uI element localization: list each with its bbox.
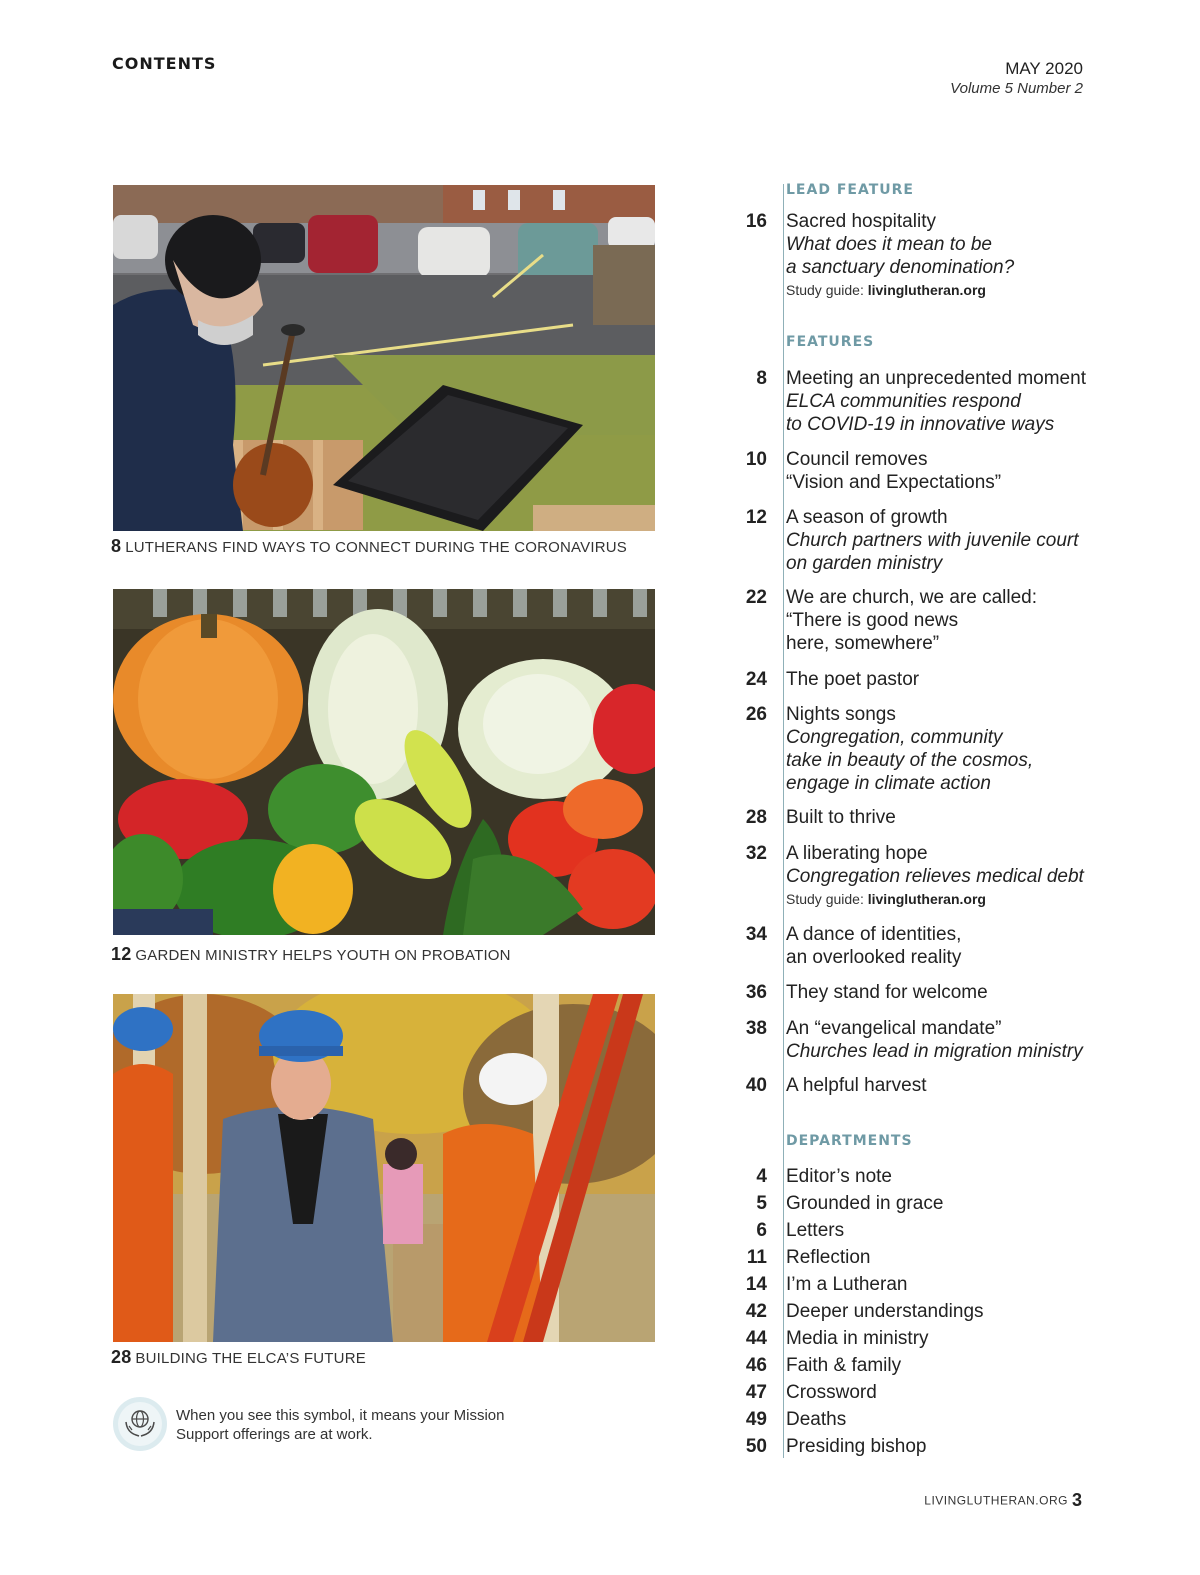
table-of-contents xyxy=(720,180,1100,1460)
toc-title: Meeting an unprecedented moment xyxy=(786,368,1086,389)
toc-title: Crossword xyxy=(786,1382,877,1403)
page-title: CONTENTS xyxy=(112,54,217,73)
toc-page-number: 11 xyxy=(746,1247,767,1268)
toc-title: The poet pastor xyxy=(786,669,920,690)
toc-page-number: 22 xyxy=(745,587,767,608)
toc-title: Sacred hospitality xyxy=(786,211,936,232)
caption-text: LUTHERANS FIND WAYS TO CONNECT DURING THE CORONAVIRUS xyxy=(125,539,627,556)
mission-support-icon xyxy=(112,1396,168,1452)
caption-page-number: 28 xyxy=(111,1347,132,1367)
toc-page-number: 6 xyxy=(756,1220,767,1241)
toc-page-number: 12 xyxy=(745,507,767,528)
photo-caption xyxy=(111,536,627,557)
study-guide-link[interactable]: livinglutheran.org xyxy=(867,282,986,298)
section-heading-features: FEATURES xyxy=(786,334,875,350)
toc-page-number: 47 xyxy=(745,1382,767,1403)
toc-title: Nights songs xyxy=(786,704,896,725)
photo-caption xyxy=(111,944,511,965)
caption-text: BUILDING THE ELCA’S FUTURE xyxy=(135,1350,366,1367)
caption-page-number: 12 xyxy=(111,944,132,964)
caption-text: GARDEN MINISTRY HELPS YOUTH ON PROBATION xyxy=(135,947,511,964)
issue-info xyxy=(950,59,1083,97)
toc-title: An “evangelical mandate” xyxy=(786,1018,1002,1039)
toc-page-number: 46 xyxy=(745,1355,767,1376)
photo-caption xyxy=(111,1347,366,1368)
study-guide-link[interactable]: livinglutheran.org xyxy=(867,891,986,907)
toc-subtitle: Congregation, community take in beauty of the cosmos, engage in climate action xyxy=(786,727,1034,794)
page-footer xyxy=(924,1490,1082,1511)
footer-site-link[interactable]: LIVINGLUTHERAN.ORG xyxy=(924,1493,1068,1508)
toc-title: A dance of identities, an overlooked reality xyxy=(786,924,962,968)
section-heading-departments: DEPARTMENTS xyxy=(786,1133,913,1149)
section-heading-lead-feature: LEAD FEATURE xyxy=(786,182,914,198)
toc-title: We are church, we are called: “There is good news here, somewhere” xyxy=(786,587,1037,654)
issue-date: MAY 2020 xyxy=(1005,59,1083,78)
page-number: 3 xyxy=(1071,1490,1082,1510)
toc-title: A season of growth xyxy=(786,507,948,528)
photo-construction-volunteers xyxy=(113,994,655,1342)
toc-title: Reflection xyxy=(786,1247,871,1268)
toc-title: A helpful harvest xyxy=(786,1075,927,1096)
toc-page-number: 32 xyxy=(745,843,767,864)
toc-page-number: 14 xyxy=(745,1274,767,1295)
toc-title: Letters xyxy=(786,1220,845,1241)
toc-title: Faith & family xyxy=(786,1355,902,1376)
photo-guitarist-parking-lot xyxy=(113,185,655,531)
toc-subtitle: ELCA communities respond to COVID-19 in innovative ways xyxy=(786,391,1055,435)
toc-page-number: 42 xyxy=(745,1301,767,1322)
toc-title: Presiding bishop xyxy=(786,1436,927,1457)
toc-subtitle: Church partners with juvenile court on garden ministry xyxy=(786,530,1079,574)
toc-subtitle: What does it mean to be a sanctuary denomination? xyxy=(786,234,1015,278)
toc-title: Deaths xyxy=(786,1409,847,1430)
caption-page-number: 8 xyxy=(111,536,122,556)
mission-support-note xyxy=(112,1396,552,1452)
toc-subtitle: Churches lead in migration ministry xyxy=(786,1041,1083,1062)
toc-page-number: 40 xyxy=(745,1075,767,1096)
toc-page-number: 50 xyxy=(745,1436,767,1457)
toc-divider xyxy=(783,184,784,1458)
volume-number: Volume 5 Number 2 xyxy=(950,80,1083,97)
study-guide-label: Study guide: xyxy=(786,891,868,907)
photo-vegetables xyxy=(113,589,655,935)
toc-title: Council removes “Vision and Expectations” xyxy=(786,449,1002,493)
toc-page-number: 10 xyxy=(745,449,767,470)
toc-page-number: 38 xyxy=(745,1018,767,1039)
toc-title: Built to thrive xyxy=(786,807,896,828)
mission-support-text: When you see this symbol, it means your Mission Support offerings are at work. xyxy=(176,1407,505,1443)
toc-page-number: 26 xyxy=(745,704,767,725)
toc-page-number: 44 xyxy=(745,1328,767,1349)
toc-subtitle: Congregation relieves medical debt xyxy=(786,866,1084,887)
toc-page-number: 28 xyxy=(745,807,767,828)
study-guide xyxy=(786,888,1106,910)
toc-title: A liberating hope xyxy=(786,843,928,864)
toc-page-number: 36 xyxy=(745,982,767,1003)
toc-page-number: 16 xyxy=(745,211,767,232)
toc-title: Editor’s note xyxy=(786,1166,892,1187)
toc-page-number: 8 xyxy=(756,368,767,389)
toc-title: I’m a Lutheran xyxy=(786,1274,908,1295)
toc-page-number: 24 xyxy=(745,669,767,690)
toc-title: Media in ministry xyxy=(786,1328,929,1349)
study-guide-label: Study guide: xyxy=(786,282,868,298)
toc-title: Deeper understandings xyxy=(786,1301,984,1322)
study-guide xyxy=(786,279,1106,301)
toc-title: They stand for welcome xyxy=(786,982,988,1003)
toc-page-number: 34 xyxy=(745,924,767,945)
toc-page-number: 49 xyxy=(745,1409,767,1430)
toc-title: Grounded in grace xyxy=(786,1193,944,1214)
toc-page-number: 5 xyxy=(756,1193,767,1214)
toc-page-number: 4 xyxy=(756,1166,767,1187)
